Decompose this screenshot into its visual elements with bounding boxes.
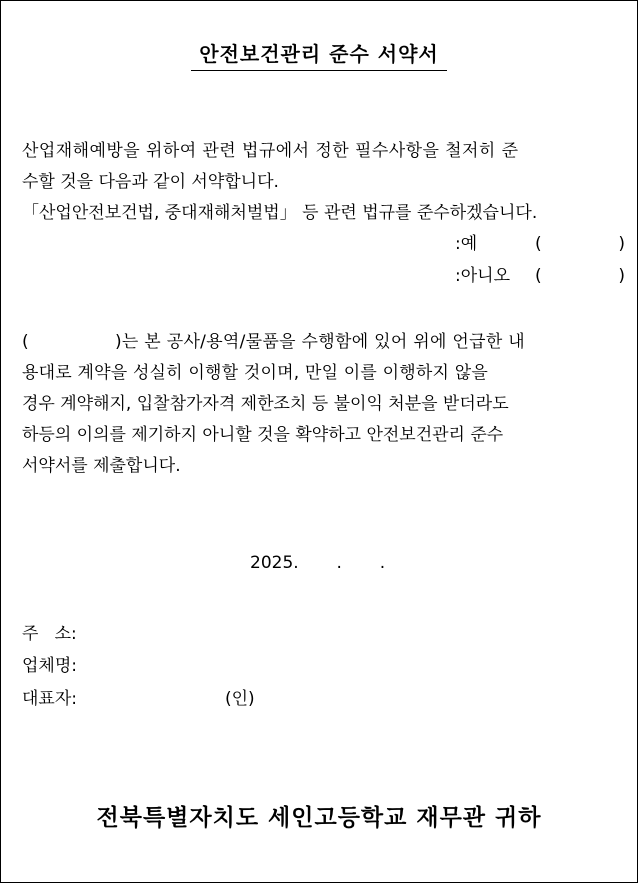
choice-yes [455, 229, 625, 260]
representative-label: 대표자: [22, 689, 77, 709]
document-title [0, 38, 638, 71]
pledge-line-4: 하등의 이의를 제기하지 아니할 것을 확약하고 안전보건관리 준수 [22, 425, 504, 445]
choice-no-open-paren: ( [535, 266, 542, 286]
pledge-line-5: 서약서를 제출합니다. [22, 456, 181, 476]
pledge-paragraph [22, 327, 622, 482]
choice-no-close-paren: ) [618, 266, 625, 286]
seal-mark: (인) [225, 689, 255, 709]
pledge-line-1-text: )는 본 공사/용역/물품을 수행함에 있어 위에 언급한 내 [114, 332, 526, 352]
choice-no-label: :아니오 [455, 266, 510, 286]
closing-addressee: 전북특별자치도 세인고등학교 재무관 귀하 [96, 804, 542, 831]
pledge-line-3: 경우 계약해지, 입찰참가자격 제한조치 등 불이익 처분을 받더라도 [22, 394, 509, 414]
pledge-open-paren: ( [22, 332, 29, 352]
intro-line-1: 산업재해예방을 위하여 관련 법규에서 정한 필수사항을 철저히 준 [22, 141, 519, 161]
choice-no [455, 261, 625, 292]
intro-line-3: 「산업안전보건법, 중대재해처벌법」 등 관련 법규를 준수하겠습니다. [22, 203, 538, 223]
choice-yes-label: :예 [455, 234, 478, 254]
company-label: 업체명: [22, 656, 77, 676]
choice-yes-open-paren: ( [535, 234, 542, 254]
intro-line-2: 수할 것을 다음과 같이 서약합니다. [22, 172, 279, 192]
address-label: 주 소: [22, 624, 77, 644]
submission-date: 2025. . . [250, 553, 386, 573]
pledge-line-2: 용대로 계약을 성실히 이행할 것이며, 만일 이를 이행하지 않을 [22, 363, 488, 383]
choice-yes-close-paren: ) [618, 234, 625, 254]
intro-paragraph [22, 136, 622, 229]
document-title-text: 안전보건관리 준수 서약서 [191, 38, 446, 71]
pledge-line-1 [22, 327, 622, 358]
